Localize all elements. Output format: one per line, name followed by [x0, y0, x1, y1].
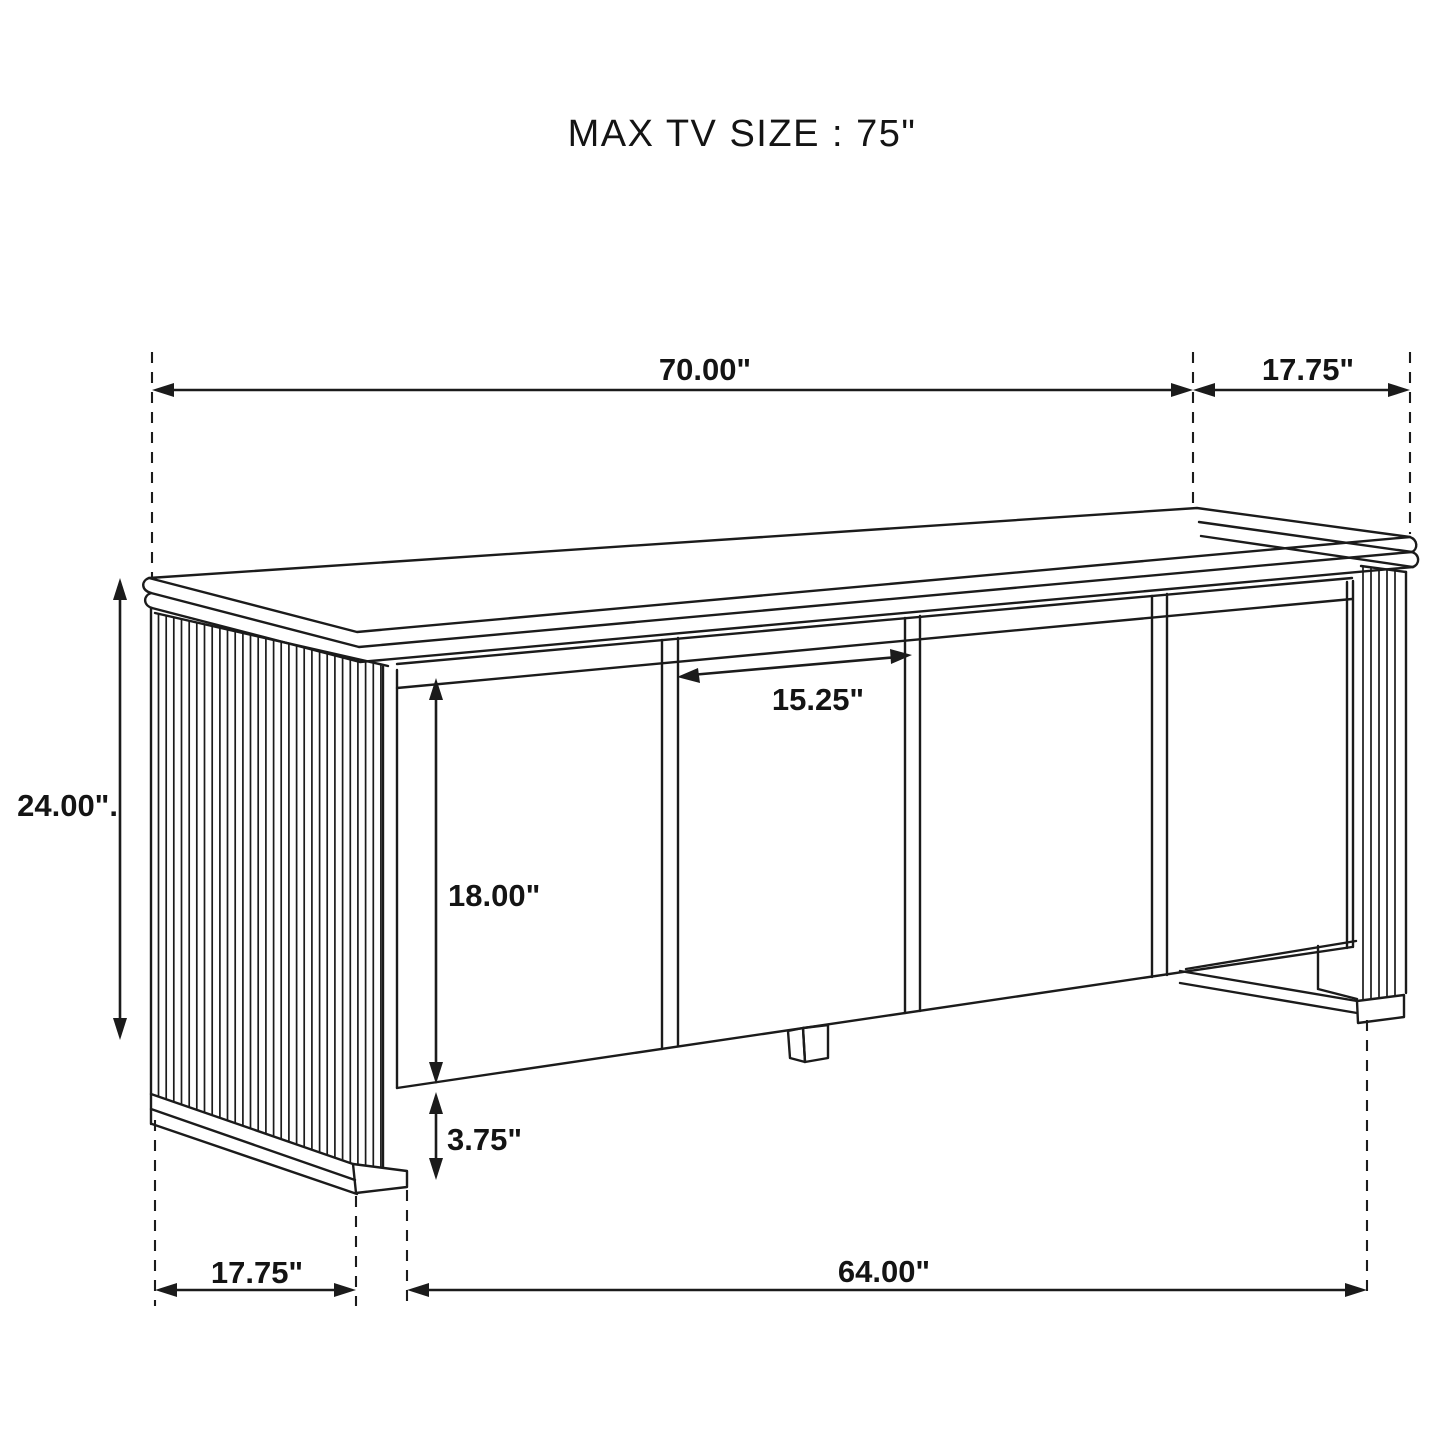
front-top-rail-upper: [397, 578, 1352, 664]
console-top-molding: [143, 522, 1418, 662]
left-base-bottom-edge: [152, 1124, 357, 1194]
dimension-overall-height-label: 24.00".: [17, 788, 118, 823]
door-divider-1: [662, 638, 678, 1049]
dimension-leg-span: [407, 1254, 1367, 1297]
left-slat-panel: [151, 608, 388, 1168]
dimension-door-height: [429, 678, 540, 1084]
arrowhead-up-icon: [429, 1092, 443, 1114]
front-left-stile: [383, 667, 397, 1167]
right-end-assembly: [1180, 566, 1406, 1023]
arrowhead-right-icon: [334, 1283, 356, 1297]
dimension-leg-depth: [155, 1255, 356, 1297]
dimension-top-depth: [1193, 352, 1410, 397]
arrowhead-down-icon: [429, 1158, 443, 1180]
arrowhead-right-icon: [1171, 383, 1193, 397]
door-divider-2: [905, 616, 920, 1013]
arrowhead-left-icon: [155, 1283, 177, 1297]
front-top-rail-lower: [397, 599, 1352, 688]
back-bottom-edge: [1186, 941, 1356, 969]
arrowhead-left-icon: [677, 668, 700, 683]
right-slat-column: [1363, 566, 1395, 1000]
arrowhead-left-icon: [407, 1283, 429, 1297]
front-right-corner-stile: [1347, 581, 1353, 948]
arrowhead-right-icon: [1345, 1283, 1367, 1297]
arrowhead-down-icon: [113, 1018, 127, 1040]
dimension-top-width: [152, 352, 1193, 397]
front-bottom-edge: [397, 947, 1352, 1088]
right-foot-pad: [1357, 995, 1404, 1023]
left-panel-slats: [159, 614, 381, 1168]
dimension-overall-height: [17, 578, 127, 1040]
dimension-base-clearance-label: 3.75": [447, 1122, 523, 1157]
dimension-leg-span-label: 64.00": [837, 1254, 931, 1289]
dimension-top-width-label: 70.00": [658, 352, 752, 387]
arrowhead-left-icon: [1193, 383, 1215, 397]
center-foot: [788, 1025, 828, 1062]
left-sled-base: [151, 1094, 407, 1194]
dimension-door-width-label: 15.25": [771, 682, 865, 717]
dimension-leg-depth-label: 17.75": [210, 1255, 304, 1290]
arrowhead-up-icon: [429, 678, 443, 700]
arrowhead-up-icon: [113, 578, 127, 600]
console-front-face: [383, 578, 1353, 1167]
dimension-door-height-label: 18.00": [448, 878, 541, 913]
dimension-base-clearance: [429, 1092, 522, 1180]
left-base-top-edge: [151, 1094, 353, 1164]
tv-console-drawing: [143, 508, 1418, 1194]
max-tv-size-title: MAX TV SIZE : 75": [567, 113, 917, 155]
arrowhead-right-icon: [890, 649, 912, 664]
arrowhead-left-icon: [152, 383, 174, 397]
right-base-back-leg: [1318, 946, 1357, 999]
left-base-mid-edge: [151, 1109, 355, 1180]
door-divider-3: [1152, 594, 1167, 977]
extension-lines: [152, 352, 1410, 1306]
arrowhead-right-icon: [1388, 383, 1410, 397]
left-base-front-foot: [353, 1164, 407, 1193]
dimension-top-depth-label: 17.75": [1261, 352, 1355, 387]
